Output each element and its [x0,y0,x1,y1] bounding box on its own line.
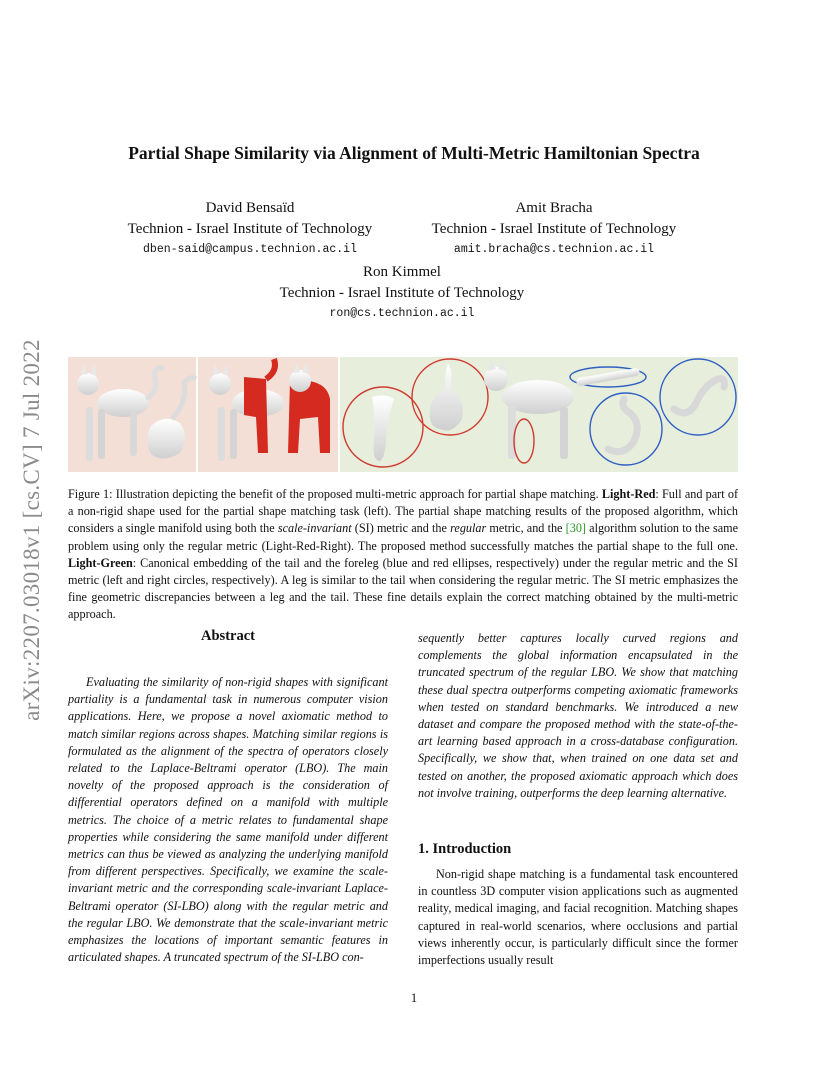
caption-text: (SI) metric and the [351,521,451,536]
figure-1-caption [68,486,738,624]
arxiv-identifier-text: arXiv:2207.03018v1 [cs.CV] 7 Jul 2022 [19,339,44,721]
caption-text: algorithm solution to the same problem using only the regular metric (Light-Red-Right). The proposed method successfully matches the partial shape to the full one. [68,521,738,553]
caption-term-scale-invariant: scale-invariant [277,521,352,536]
introduction-heading: 1. Introduction [418,841,512,857]
author-email[interactable]: dben-said@campus.technion.ac.il [143,243,357,256]
abstract-heading: Abstract [201,628,255,644]
author-block-1 [110,198,390,260]
arxiv-identifier [2,300,62,760]
caption-term-regular: regular [450,521,487,536]
author-block-2 [414,198,694,260]
abstract-text-right: sequently better captures locally curved regions and complements the global information encapsulated in the truncated spectrum of the regular LBO. We show that matching these dual spectra outperforms competing axiomatic frameworks when tested on standard benchmarks. We introduced a new dataset and compare the proposed method with the state-of-the-art learning based approach in a cross-database configuration. Specifically, we show that, when trained on one data set and tested on another, the proposed axiomatic approach which does not involve training, outperforms the deep learning alternative. [418,631,738,800]
caption-text: Figure 1: Illustration depicting the benefit of the proposed multi-metric approach for partial shape matching. [68,487,602,501]
caption-text: : Full and part of a non-rigid shape used for the partial shape matching task (left). The partial shape matching results of the proposed algorithm, which considers a single manifold using both the [68,487,738,536]
author-name: Ron Kimmel [363,264,441,280]
citation-link[interactable]: [30] [565,521,586,536]
author-affiliation: Technion - Israel Institute of Technology [127,221,373,237]
author-email[interactable]: ron@cs.technion.ac.il [329,307,475,320]
author-affiliation: Technion - Israel Institute of Technology [431,221,677,237]
introduction-text: Non-rigid shape matching is a fundamental task encountered in countless 3D computer vision applications such as augmented reality, medical imaging, and facial recognition. Matching shapes captured in real-world scenarios, where occlusions and partial views inherently occur, is particularly difficult since the former imperfections usually result [418,867,738,968]
paper-title: Partial Shape Similarity via Alignment of Multi-Metric Hamiltonian Spectra [128,143,700,163]
abstract-text-left: Evaluating the similarity of non-rigid shapes with significant partiality is a fundamental task in numerous computer vision applications. Here, we propose a novel axiomatic method to match similar regions across shapes. Matching similar regions is formulated as the alignment of the spectra of operators closely related to the Laplace-Beltrami operator (LBO). The main novelty of the proposed approach is the consideration of differential operators defined on a manifold with multiple metrics. The choice of a metric relates to fundamental shape properties while considering the same manifold under different metrics can thus be viewed as analyzing the underlying manifold from different perspectives. Specifically, we examine the scale-invariant metric and the corresponding scale-invariant Laplace-Beltrami operator (SI-LBO) along with the regular metric and the regular LBO. We demonstrate that the scale-invariant metric emphasizes the locations of important semantic features in articulated shapes. A truncated spectrum of the SI-LBO con- [68,675,388,965]
caption-label-light-green: Light-Green [68,555,133,570]
author-name: David Bensaïd [205,200,295,216]
figure-1 [68,357,738,472]
author-email[interactable]: amit.bracha@cs.technion.ac.il [453,243,655,256]
caption-text: : Canonical embedding of the tail and the foreleg (blue and red ellipses, respectively) under the regular metric and the SI metric (left and right circles, respectively). A leg is similar to the tail when considering the regular metric. The SI metric emphasizes the fine geometric discrepancies between a leg and the tail. These fine details explain the correct matching obtained by the multi-metric approach. [68,555,738,622]
author-block-3 [252,262,552,324]
page-number: 1 [410,991,418,1005]
author-name: Amit Bracha [515,200,593,216]
caption-label-light-red: Light-Red [601,487,656,501]
caption-text: metric, and the [486,521,566,536]
author-affiliation: Technion - Israel Institute of Technology [279,285,525,301]
